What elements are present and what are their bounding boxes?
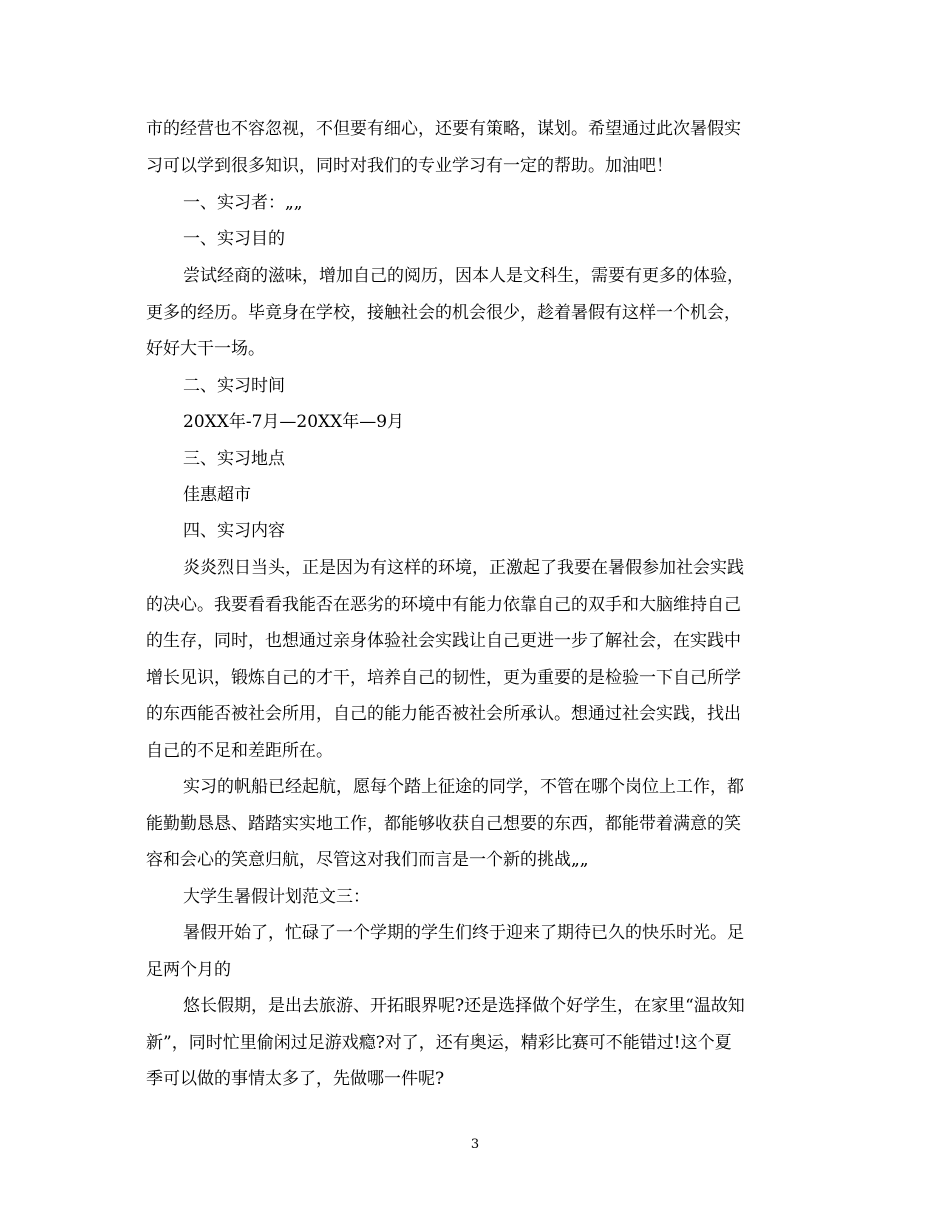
section-heading: 四、实习内容 <box>183 521 285 541</box>
text-line: 的东西能否被社会所用，自己的能力能否被社会所承认。想通过社会实践，找出 <box>146 704 741 724</box>
text-line: 足两个月的 <box>146 960 231 980</box>
text-line: 实习的帆船已经起航，愿每个踏上征途的同学，不管在哪个岗位上工作，都 <box>183 777 744 797</box>
text-line: 好好大干一场。 <box>146 339 265 359</box>
section-heading: 二、实习时间 <box>183 376 285 396</box>
text-line: 季可以做的事情太多了，先做哪一件呢? <box>146 1069 445 1089</box>
text-line: 能勤勤恳恳、踏踏实实地工作，都能够收获自己想要的东西，都能带着满意的笑 <box>146 814 741 834</box>
text-line: 自己的不足和差距所在。 <box>146 741 333 761</box>
text-line: 习可以学到很多知识，同时对我们的专业学习有一定的帮助。加油吧！ <box>146 156 673 176</box>
text-line: 容和会心的笑意归航，尽管这对我们而言是一个新的挑战„„ <box>146 850 589 870</box>
section-heading: 一、实习者：„„ <box>183 193 303 213</box>
text-line: 佳惠超市 <box>183 485 251 505</box>
text-line: 悠长假期，是出去旅游、开拓眼界呢?还是选择做个好学生，在家里“温故知 <box>183 996 745 1016</box>
text-line: 20XX年-7月—20XX年—9月 <box>183 412 405 432</box>
text-line: 的决心。我要看看我能否在恶劣的环境中有能力依靠自己的双手和大脑维持自己 <box>146 595 741 615</box>
text-line: 暑假开始了，忙碌了一个学期的学生们终于迎来了期待已久的快乐时光。足 <box>183 923 744 943</box>
text-line: 增长见识，锻炼自己的才干，培养自己的韧性，更为重要的是检验一下自己所学 <box>146 668 741 688</box>
section-heading: 大学生暑假计划范文三： <box>183 887 370 907</box>
text-line: 市的经营也不容忽视，不但要有细心，还要有策略，谋划。希望通过此次暑假实 <box>146 119 741 139</box>
page-number: 3 <box>470 1137 480 1152</box>
text-line: 炎炎烈日当头，正是因为有这样的环境，正激起了我要在暑假参加社会实践 <box>183 558 744 578</box>
section-heading: 一、实习目的 <box>183 229 285 249</box>
text-line: 新”，同时忙里偷闲过足游戏瘾?对了，还有奥运，精彩比赛可不能错过!这个夏 <box>146 1033 732 1053</box>
text-line: 更多的经历。毕竟身在学校，接触社会的机会很少，趁着暑假有这样一个机会， <box>146 303 741 323</box>
text-line: 尝试经商的滋味，增加自己的阅历，因本人是文科生，需要有更多的体验， <box>183 266 744 286</box>
text-line: 的生存，同时，也想通过亲身体验社会实践让自己更进一步了解社会，在实践中 <box>146 631 741 651</box>
section-heading: 三、实习地点 <box>183 449 285 469</box>
